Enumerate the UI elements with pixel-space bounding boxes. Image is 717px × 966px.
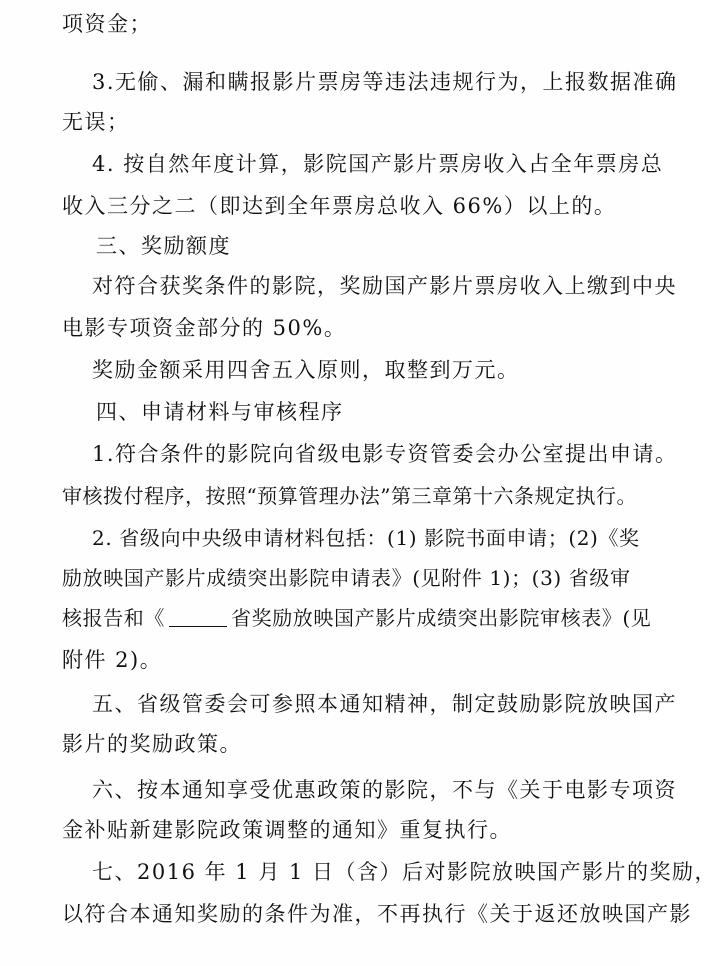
text-line: 2. 省级向中央级申请材料包括：(1) 影院书面申请；(2)《奖 — [92, 526, 640, 550]
text-line: 励放映国产影片成绩突出影院申请表》(见附件 1)；(3) 省级审 — [62, 566, 631, 590]
text-line: 七、2016 年 1 月 1 日（含）后对影院放映国产影片的奖励， — [92, 860, 717, 884]
text-line: 3.无偷、漏和瞒报影片票房等违法违规行为，上报数据准确 — [92, 70, 678, 94]
fill-in-blank — [169, 604, 227, 627]
text-line: 对符合获奖条件的影院，奖励国产影片票房收入上缴到中央 — [92, 274, 677, 298]
text-segment: 核报告和《 — [62, 606, 165, 630]
text-line: 五、省级管委会可参照本通知精神，制定鼓励影院放映国产 — [92, 692, 677, 716]
text-line: 1.符合条件的影院向省级电影专资管委会办公室提出申请。 — [92, 442, 678, 466]
text-line: 金补贴新建影院政策调整的通知》重复执行。 — [62, 818, 512, 842]
text-line: 无误； — [62, 110, 130, 134]
text-line-with-blank — [62, 598, 651, 638]
section-heading: 四、申请材料与审核程序 — [96, 400, 344, 424]
section-heading: 三、奖励额度 — [96, 234, 231, 258]
text-line: 影片的奖励政策。 — [62, 732, 242, 756]
text-line: 电影专项资金部分的 50%。 — [62, 316, 347, 340]
text-line: 4. 按自然年度计算，影院国产影片票房收入占全年票房总 — [92, 152, 664, 176]
text-line: 收入三分之二（即达到全年票房总收入 66%）以上的。 — [62, 194, 617, 218]
text-line: 审核拨付程序，按照“预算管理办法”第三章第十六条规定执行。 — [62, 484, 637, 508]
text-line: 项资金； — [62, 12, 152, 36]
text-segment: 省奖励放映国产影片成绩突出影院审核表》(见 — [231, 606, 652, 630]
text-line: 附件 2)。 — [62, 648, 163, 672]
text-line: 六、按本通知享受优惠政策的影院，不与《关于电影专项资 — [92, 778, 677, 802]
text-line: 奖励金额采用四舍五入原则，取整到万元。 — [92, 358, 520, 382]
text-line: 以符合本通知奖励的条件为准，不再执行《关于返还放映国产影 — [62, 902, 692, 926]
